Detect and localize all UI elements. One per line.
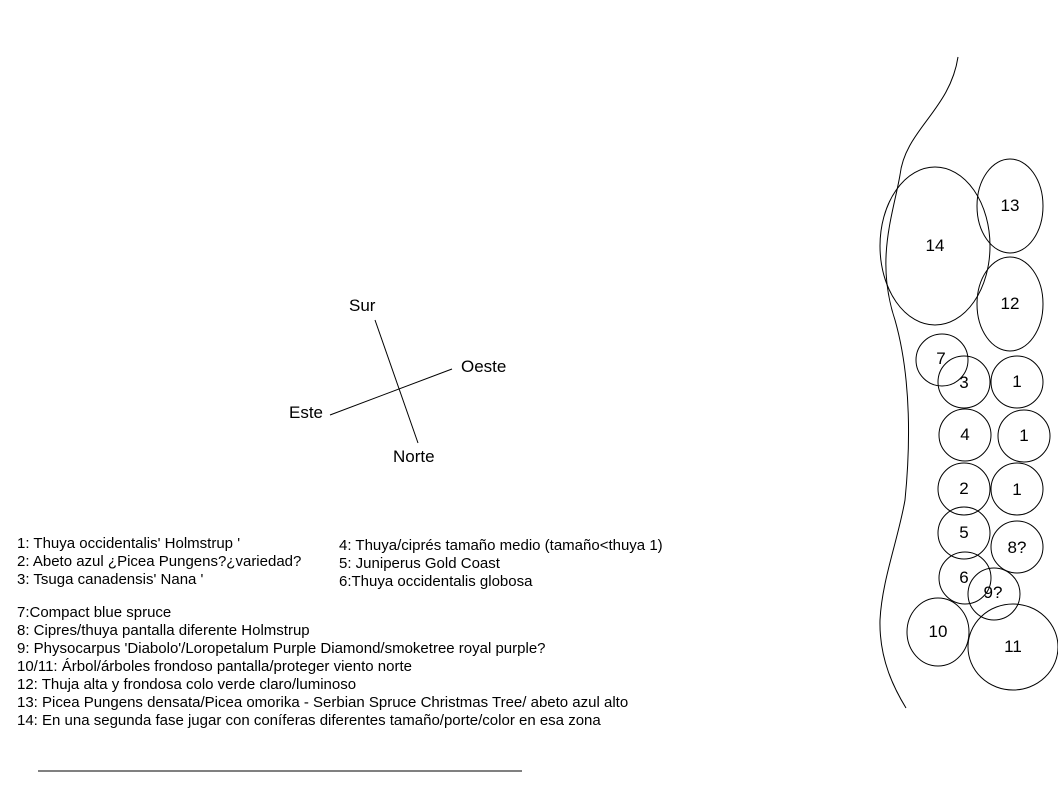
plant-number-13: 13 [1000,196,1020,215]
legend-line-12: 12: Thuja alta y frondosa colo verde claro/luminoso [17,676,357,693]
compass-label-sur: Sur [349,296,376,315]
plant-number-1b: 1 [1019,426,1029,445]
legend-line-4: 4: Thuya/ciprés tamaño medio (tamaño<thuya 1) [339,537,663,554]
legend-line-9: 9: Physocarpus 'Diabolo'/Loropetalum Purple Diamond/smoketree royal purple? [17,640,546,657]
legend-line-5: 5: Juniperus Gold Coast [339,555,500,572]
plant-number-12: 12 [1000,294,1020,313]
legend-line-8: 8: Cipres/thuya pantalla diferente Holmstrup [17,622,310,639]
legend-line-7: 7:Compact blue spruce [17,604,172,621]
plant-number-6: 6 [959,568,969,587]
plant-number-1c: 1 [1012,480,1022,499]
plant-number-9: 9? [983,583,1003,602]
plant-number-10: 10 [928,622,948,641]
plant-number-7: 7 [936,349,946,368]
plant-number-8: 8? [1007,538,1027,557]
legend-line-13: 13: Picea Pungens densata/Picea omorika - Serbian Spruce Christmas Tree/ abeto azul alto [17,694,629,711]
plant-number-5: 5 [959,523,969,542]
legend-line-1: 1: Thuya occidentalis' Holmstrup ' [17,535,241,552]
plant-number-4: 4 [960,425,970,444]
legend-line-6: 6:Thuya occidentalis globosa [339,573,533,590]
legend-line-2: 2: Abeto azul ¿Picea Pungens?¿variedad? [17,553,302,570]
legend-line-3: 3: Tsuga canadensis' Nana ' [17,571,204,588]
compass-label-este: Este [289,403,324,422]
legend-line-10-11: 10/11: Árbol/árboles frondoso pantalla/proteger viento norte [17,658,412,675]
plant-number-2: 2 [959,479,969,498]
compass-label-oeste: Oeste [461,357,507,376]
legend-line-14: 14: En una segunda fase jugar con coníferas diferentes tamaño/porte/color en esa zona [17,712,601,729]
compass-line-este-oeste [330,369,452,415]
compass-line-sur-norte [375,320,418,443]
plant-number-1a: 1 [1012,372,1022,391]
plant-number-3: 3 [959,373,969,392]
plant-number-14: 14 [925,236,945,255]
plant-number-11: 11 [1004,637,1022,656]
compass-label-norte: Norte [393,447,435,466]
garden-border-line [880,57,958,708]
